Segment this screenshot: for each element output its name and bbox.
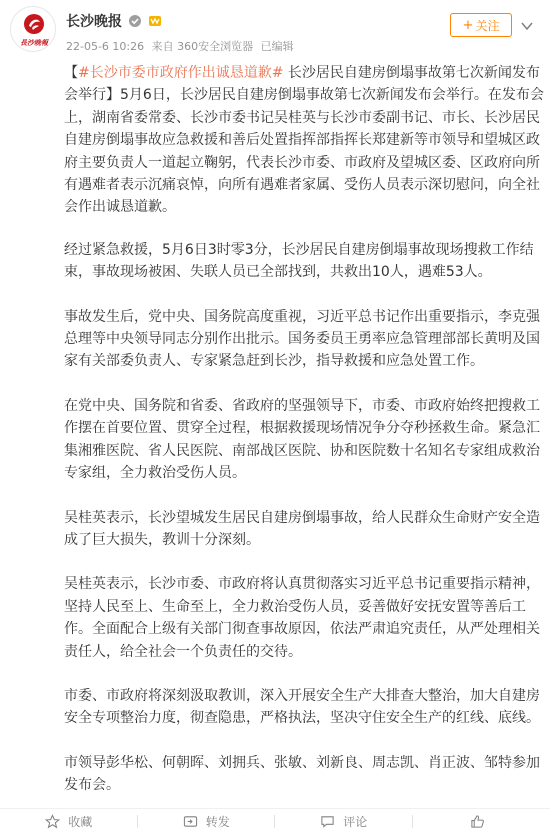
screen-name[interactable]: 长沙晚报: [66, 14, 122, 30]
post-paragraph: 吴桂英表示，长沙望城发生居民自建房倒塌事故，给人民群众生命财产安全造成了巨大损失，教训十分深刻。: [64, 509, 540, 548]
post-paragraph: 市领导彭华松、何朝晖、刘拥兵、张敏、刘新良、周志凯、肖正波、邹特参加发布会。: [64, 754, 540, 794]
verified-badge-icon: [128, 14, 142, 28]
post-time[interactable]: 22-05-6 10:26: [66, 40, 145, 53]
avatar[interactable]: [10, 6, 56, 52]
follow-button[interactable]: [450, 13, 512, 37]
edited-label[interactable]: 已编辑: [260, 40, 294, 53]
star-icon: [45, 814, 60, 829]
post-meta: [66, 38, 298, 54]
hashtag-link[interactable]: #长沙市委市政府作出诚恳道歉#: [78, 65, 284, 81]
name-row: [66, 11, 162, 31]
post-content: [64, 62, 550, 819]
post-header: [0, 0, 550, 62]
post-paragraph: 在党中央、国务院和省委、省政府的坚强领导下，市委、市政府始终把搜救工作摆在首要位置、贯穿全过程，根据救援现场情况争分夺秒拯救生命。紧急汇集湘雅医院、省人民医院、南部战区医院、协和医院数十名知名专家组成救治专家组，全力救治受伤人员。: [64, 397, 540, 482]
paragraph-text: 长沙居民自建房倒塌事故第七次新闻发布会举行】5月6日，长沙居民自建房倒塌事故第七次新闻发布会举行。在发布会上，湖南省委常委、长沙市委书记吴桂英与长沙市委副书记、市长、长沙居民自建房倒塌事故应急救援和善后处置指挥部指挥长郑建新等市领导和望城区政府主要负责人一道起立鞠躬，代表长沙市委、市政府及望城区委、区政府向所有遇难者表示沉痛哀悼，向所有遇难者家属、受伤人员表示深切慰问，向全社会作出诚恳道歉。: [64, 65, 544, 216]
action-bar: [0, 808, 550, 833]
bracket-open: 【: [64, 65, 78, 81]
repost-label: 转发: [205, 814, 230, 829]
repost-button[interactable]: [138, 809, 276, 833]
comment-icon: [320, 814, 335, 829]
chevron-down-icon[interactable]: [520, 19, 534, 33]
post-source: 来自 360安全浏览器: [151, 40, 254, 53]
post-paragraph: [64, 62, 550, 219]
favorite-button[interactable]: [0, 809, 138, 833]
repost-icon: [183, 814, 198, 829]
changsha-evening-news-logo-icon: [23, 13, 45, 35]
favorite-label: 收藏: [68, 814, 93, 829]
post-paragraph: 事故发生后，党中央、国务院高度重视，习近平总书记作出重要指示，李克强总理等中央领导同志分别作出批示。国务委员王勇率应急管理部部长黄明及国家有关部委负责人、专家紧急赶到长沙，指导救援和应急处置工作。: [64, 308, 540, 370]
post-paragraph: 市委、市政府将深刻汲取教训，深入开展安全生产大排查大整治，加大自建房安全专项整治力度，彻查隐患，严格执法，坚决守住安全生产的红线、底线。: [64, 687, 540, 727]
post-paragraph: 经过紧急救援，5月6日3时零3分，长沙居民自建房倒塌事故现场搜救工作结束，事故现场被困、失联人员已全部找到，共救出10人，遇难53人。: [64, 241, 534, 281]
follow-label: 关注: [475, 18, 500, 33]
comment-label: 评论: [343, 814, 368, 829]
plus-icon: +: [462, 17, 474, 33]
logo-text: 長沙晚報: [20, 39, 48, 47]
comment-button[interactable]: [275, 809, 413, 833]
thumbs-up-icon: [470, 814, 485, 829]
post-paragraph: 吴桂英表示，长沙市委、市政府将认真贯彻落实习近平总书记重要指示精神，坚持人民至上、生命至上，全力救治受伤人员，妥善做好安抚安置等善后工作。全面配合上级有关部门彻查事故原因，依法严肃追究责任，从严处理相关责任人，给全社会一个负责任的交待。: [64, 576, 540, 660]
like-button[interactable]: [413, 809, 550, 833]
member-badge-icon: [148, 14, 162, 28]
